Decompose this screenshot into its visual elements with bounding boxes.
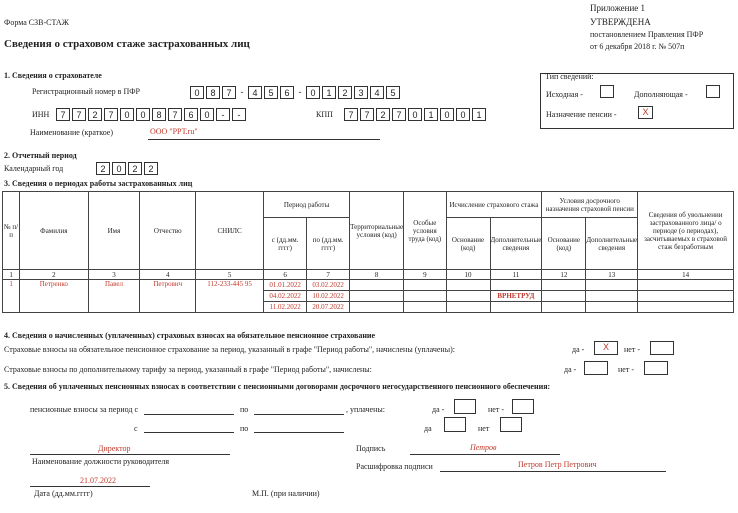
col-insurance: Исчисление страхового стажа <box>446 192 542 218</box>
page-title: Сведения о страховом стаже застрахованных лиц <box>4 38 250 50</box>
section2-title: 2. Отчетный период <box>4 151 77 160</box>
stamp-label: М.П. (при наличии) <box>252 489 320 498</box>
table-row[interactable]: 1 Петренко Павел Петрович 112-233-445 95 01.01.2022 03.02.2022 <box>3 280 734 291</box>
col-num: № п/п <box>3 192 20 270</box>
section4-yes2-box[interactable] <box>584 361 608 375</box>
col-early-basis: Основание (код) <box>542 218 586 270</box>
col-patronymic: Отчество <box>140 192 196 270</box>
decoding-value[interactable]: Петров Петр Петрович <box>518 460 597 469</box>
position-label: Наименование должности руководителя <box>32 457 170 466</box>
col-special: Особые условия труда (код) <box>404 192 446 270</box>
table-row[interactable]: 11.02.2022 20.07.2022 <box>3 302 734 313</box>
reg-number-label: Регистрационный номер в ПФР <box>32 87 140 96</box>
section4-yes1-label: да - <box>572 345 585 354</box>
year-cells[interactable]: 2 0 2 2 <box>96 162 160 175</box>
date-label: Дата (дд.мм.гггг) <box>34 489 93 498</box>
form-name: Форма СЗВ-СТАЖ <box>4 18 69 27</box>
section4-title: 4. Сведения о начисленных (уплаченных) страховых взносах на обязательное пенсионное страхование <box>4 331 376 340</box>
inn-cells[interactable]: 7 7 2 7 0 0 8 7 6 0 - - <box>56 108 248 121</box>
col-snils: СНИЛС <box>196 192 264 270</box>
section4-yes2-label: да - <box>564 365 577 374</box>
signature-label: Подпись <box>356 444 386 453</box>
section5-to-field-2[interactable] <box>254 432 344 433</box>
col-from: с (дд.мм. гггг) <box>264 218 307 270</box>
work-periods-table <box>2 191 734 313</box>
section5-to-label-1: по <box>240 405 249 414</box>
position-value[interactable]: Директор <box>98 444 131 453</box>
reg-number-cells[interactable]: 0 8 7 - 4 5 6 - 0 1 2 3 4 5 <box>190 86 402 99</box>
pension-box[interactable]: Х <box>638 106 653 119</box>
kpp-label: КПП <box>316 110 333 119</box>
initial-box[interactable] <box>600 85 614 98</box>
name-value[interactable]: ООО "РРТ.ru" <box>150 127 198 136</box>
col-period: Период работы <box>264 192 350 218</box>
section4-no2-label: нет - <box>618 365 634 374</box>
inn-label: ИНН <box>32 110 50 119</box>
name-underline <box>148 139 380 140</box>
approved-label: УТВЕРЖДЕНА <box>590 17 651 27</box>
pension-label: Назначение пенсии - <box>546 110 617 119</box>
section5-yes-box[interactable] <box>454 399 476 414</box>
signature-value[interactable]: Петров <box>470 443 497 452</box>
table-row[interactable]: 04.02.2022 10.02.2022 ВРНЕТРУД <box>3 291 734 302</box>
section5-from-field-1[interactable] <box>144 414 234 415</box>
additional-box[interactable] <box>706 85 720 98</box>
decoding-label: Расшифровка подписи <box>356 462 433 471</box>
signature-underline <box>410 454 560 455</box>
additional-label: Дополняющая - <box>634 90 688 99</box>
section5-from-field-2[interactable] <box>144 432 234 433</box>
section5-title: 5. Сведения об уплаченных пенсионных взносах в соответствии с пенсионными договорами досрочного негосударственного пенсионного обеспечения: <box>4 382 551 391</box>
section4-line2: Страховые взносы по дополнительному тарифу за период, указанный в графе "Период работы", начислены: <box>4 365 372 374</box>
decoding-underline <box>440 471 666 472</box>
section5-to-label-2: по <box>240 424 249 433</box>
approved-by: постановлением Правления ПФР <box>590 30 704 39</box>
col-to: по (дд.мм. гггг) <box>307 218 350 270</box>
section5-no-box[interactable] <box>512 399 534 414</box>
position-underline <box>30 454 230 455</box>
section5-no-label: нет - <box>488 405 504 414</box>
col-name: Имя <box>88 192 140 270</box>
initial-label: Исходная - <box>546 90 583 99</box>
section4-no1-label: нет - <box>624 345 640 354</box>
approved-date: от 6 декабря 2018 г. № 507п <box>590 42 685 51</box>
section5-no-short-label: нет <box>478 424 490 433</box>
col-ins-extra: Дополнительные сведения <box>490 218 542 270</box>
col-dismissal: Сведения об увольнении застрахованного лица/ о периоде (о периодах), засчитываемых в страховой стаж безработным <box>638 192 734 270</box>
year-label: Календарный год <box>4 164 64 173</box>
col-surname: Фамилия <box>20 192 88 270</box>
kpp-cells[interactable]: 7 7 2 7 0 1 0 0 1 <box>344 108 488 121</box>
section4-no1-box[interactable] <box>650 341 674 355</box>
section5-paid-label: , уплачены: <box>346 405 385 414</box>
section4-line1: Страховые взносы на обязательное пенсионное страхование за период, указанный в графе "Период работы", начислены (уплачены): <box>4 345 455 354</box>
col-territorial: Территориальные условия (код) <box>350 192 404 270</box>
section4-yes1-box[interactable]: Х <box>594 341 618 355</box>
col-early-extra: Дополнительные сведения <box>586 218 638 270</box>
section1-title: 1. Сведения о страхователе <box>4 71 102 80</box>
info-type-box <box>540 73 734 129</box>
section4-no2-box[interactable] <box>644 361 668 375</box>
section5-yes-box-2[interactable] <box>444 417 466 432</box>
date-value[interactable]: 21.07.2022 <box>80 476 116 485</box>
section5-no-box-2[interactable] <box>500 417 522 432</box>
appendix-label: Приложение 1 <box>590 3 646 13</box>
section5-from-label-2: с <box>134 424 138 433</box>
column-numbers-row: 1 2 3 4 5 6 7 8 9 10 11 12 13 14 <box>3 270 734 280</box>
info-type-title: Тип сведений: <box>545 72 594 81</box>
col-early: Условия досрочного назначения страховой пенсии <box>542 192 638 218</box>
section5-yes-label: да - <box>432 405 445 414</box>
section5-period-label: пенсионные взносы за период с <box>30 405 138 414</box>
name-label: Наименование (краткое) <box>30 128 114 137</box>
section5-yes-short-label: да <box>424 424 432 433</box>
col-ins-basis: Основание (код) <box>446 218 490 270</box>
date-underline <box>30 486 150 487</box>
section3-title: 3. Сведения о периодах работы застрахованных лиц <box>4 179 193 188</box>
section5-to-field-1[interactable] <box>254 414 344 415</box>
